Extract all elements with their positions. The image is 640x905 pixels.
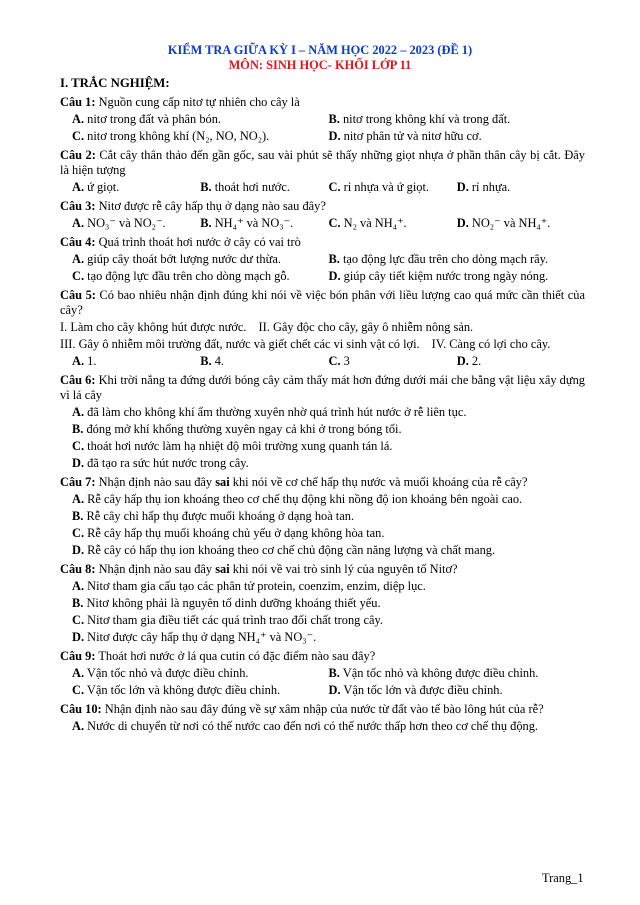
answer-option: A. 1.: [72, 354, 97, 368]
answer-option: A. ứ giọt.: [72, 180, 120, 194]
question-text: Cắt cây thân thảo đến gần gốc, sau vài phút sẽ thấy những giọt nhựa ở phần thân cây bị cắt. Đây là hiện tượng: [60, 148, 585, 177]
answer-option: D. Nitơ được cây hấp thụ ở dạng NH₄⁺ và NO₃⁻.: [72, 630, 317, 644]
question-list: [60, 95, 585, 736]
question-text: Quá trình thoát hơi nước ở cây có vai trò: [95, 235, 301, 249]
answer-option: D. Rễ cây có hấp thụ ion khoáng theo cơ chế chủ động cần năng lượng và chất mang.: [72, 543, 496, 557]
question: [60, 95, 585, 144]
question-label: Câu 5:: [60, 288, 96, 302]
question-label: Câu 3:: [60, 199, 96, 213]
answer-option: C. rỉ nhựa và ứ giọt.: [328, 180, 429, 194]
answer-option: C. thoát hơi nước làm hạ nhiệt độ môi trường xung quanh tán lá.: [72, 439, 393, 453]
question: [60, 649, 585, 698]
question-text: Nguồn cung cấp nitơ tự nhiên cho cây là: [95, 95, 300, 109]
question-label: Câu 1:: [60, 95, 96, 109]
answer-option: A. nitơ trong đất và phân bón.: [72, 112, 222, 126]
answer-option: D. nitơ phân tử và nitơ hữu cơ.: [328, 129, 482, 143]
answer-option: C. tạo động lực đầu trên cho dòng mạch gỗ.: [72, 269, 290, 283]
statement: III. Gây ô nhiễm môi trường đất, nước và giết chết các vi sinh vật có lợi.: [60, 337, 420, 351]
question-label: Câu 7:: [60, 475, 96, 489]
exam-title: KIỂM TRA GIỮA KỲ I – NĂM HỌC 2022 – 2023 (ĐỀ 1): [167, 43, 473, 57]
question-text: Có bao nhiêu nhận định đúng khi nói về việc bón phân với liều lượng cao quá mức cần thiết của cây?: [60, 288, 585, 317]
question-label: Câu 10:: [60, 702, 102, 716]
statement: IV. Càng có lợi cho cây.: [431, 337, 551, 351]
question-text: Thoát hơi nước ở lá qua cutin có đặc điểm nào sau đây?: [95, 649, 376, 663]
question: [60, 148, 585, 195]
answer-option: B. Rễ cây chỉ hấp thụ được muối khoáng ở dạng hoà tan.: [72, 509, 355, 523]
statement: II. Gây độc cho cây, gây ô nhiễm nông sản.: [258, 320, 474, 334]
question-label: Câu 2:: [60, 148, 96, 162]
question-text: Nitơ được rễ cây hấp thụ ở dạng nào sau đây?: [95, 199, 326, 213]
answer-option: C. nitơ trong không khí (N₂, NO, NO₂).: [72, 129, 270, 143]
question: [60, 373, 585, 471]
answer-option: C. 3: [328, 354, 350, 368]
answer-option: D. NO₂⁻ và NH₄⁺.: [456, 216, 551, 230]
question: [60, 235, 585, 284]
answer-option: B. NH₄⁺ và NO₃⁻.: [200, 216, 294, 230]
question-label: Câu 6:: [60, 373, 96, 387]
answer-option: B. thoát hơi nước.: [200, 180, 290, 194]
answer-option: C. Rễ cây hấp thụ muối khoáng chủ yếu ở dạng không hòa tan.: [72, 526, 385, 540]
question-text: Khi trời nắng ta đứng dưới bóng cây cảm thấy mát hơn đứng dưới mái che bằng vật liệu xây dựng vì lá cây: [60, 373, 585, 402]
question: Câu 7: Nhận định nào sau đây sai khi nói về cơ chế hấp thụ nước và muối khoáng của rễ cây? A. Rễ cây hấp thụ ion khoáng theo cơ chế thụ động khi nồng độ ion khoáng bên ngoài cao. B. Rễ cây chỉ hấp thụ được muối khoáng ở dạng hoà tan. C. Rễ cây hấp thụ muối khoáng chủ yếu ở dạng không hòa tan. D. Rễ cây có hấp thụ ion khoáng theo cơ chế chủ động cần năng lượng và chất mang.: [60, 475, 585, 558]
question-text: Nhận định nào sau đây: [95, 475, 216, 489]
answer-option: A. Nitơ tham gia cấu tạo các phân tử protein, coenzim, enzim, diệp lục.: [72, 579, 426, 593]
question-text: Nhận định nào sau đây: [95, 562, 216, 576]
emphasis: sai: [215, 562, 230, 576]
answer-option: A. Vận tốc nhỏ và được điều chỉnh.: [72, 666, 249, 680]
answer-option: D. rỉ nhựa.: [456, 180, 511, 194]
answer-option: A. NO₃⁻ và NO₂⁻.: [72, 216, 166, 230]
question-label: Câu 4:: [60, 235, 96, 249]
question-label: Câu 9:: [60, 649, 96, 663]
answer-option: D. 2.: [456, 354, 482, 368]
answer-option: C. Vận tốc lớn và không được điều chỉnh.: [72, 683, 281, 697]
answer-option: B. Nitơ không phải là nguyên tố dinh dưỡng khoáng thiết yếu.: [72, 596, 381, 610]
question: [60, 199, 585, 231]
answer-option: B. nitơ trong không khí và trong đất.: [328, 112, 511, 126]
answer-option: D. Vận tốc lớn và được điều chỉnh.: [328, 683, 503, 697]
answer-option: B. Vận tốc nhỏ và không được điều chỉnh.: [328, 666, 539, 680]
question: [60, 702, 585, 734]
exam-subject: MÔN: SINH HỌC- KHỐI LỚP 11: [228, 58, 412, 72]
question: Câu 8: Nhận định nào sau đây sai khi nói về vai trò sinh lý của nguyên tố Nitơ? A. Nitơ tham gia cấu tạo các phân tử protein, coenzim, enzim, diệp lục. B. Nitơ không phải là nguyên tố dinh dưỡng khoáng thiết yếu. C. Nitơ tham gia điều tiết các quá trình trao đổi chất trong cây. D. Nitơ được cây hấp thụ ở dạng NH₄⁺ và NO₃⁻.: [60, 562, 585, 645]
section-heading: I. TRẮC NGHIỆM:: [60, 76, 170, 90]
answer-option: D. đã tạo ra sức hút nước trong cây.: [72, 456, 249, 470]
statement: I. Làm cho cây không hút được nước.: [60, 320, 247, 334]
page-number: Trang_1: [542, 871, 584, 885]
answer-option: C. Nitơ tham gia điều tiết các quá trình trao đổi chất trong cây.: [72, 613, 383, 627]
question-label: Câu 8:: [60, 562, 96, 576]
answer-option: B. 4.: [200, 354, 225, 368]
answer-option: B. đóng mở khí khổng thường xuyên ngay cả khi ở trong bóng tối.: [72, 422, 402, 436]
question: [60, 288, 585, 369]
answer-option: D. giúp cây tiết kiệm nước trong ngày nóng.: [328, 269, 549, 283]
question-text: Nhận định nào sau đây đúng về sự xâm nhập của nước từ đất vào tế bào lông hút của rễ?: [101, 702, 544, 716]
answer-option: C. N₂ và NH₄⁺.: [328, 216, 407, 230]
answer-option: A. Rễ cây hấp thụ ion khoáng theo cơ chế thụ động khi nồng độ ion khoáng bên ngoài cao.: [72, 492, 523, 506]
answer-option: A. Nước di chuyển từ nơi có thế nước cao đến nơi có thế nước thấp hơn theo cơ chế thụ động.: [72, 719, 539, 733]
answer-option: B. tạo động lực đầu trên cho dòng mạch rây.: [328, 252, 549, 266]
answer-option: A. giúp cây thoát bớt lượng nước dư thừa.: [72, 252, 281, 266]
answer-option: A. đã làm cho không khí ẩm thường xuyên nhờ quá trình hút nước ở rễ liên tục.: [72, 405, 467, 419]
emphasis: sai: [215, 475, 230, 489]
